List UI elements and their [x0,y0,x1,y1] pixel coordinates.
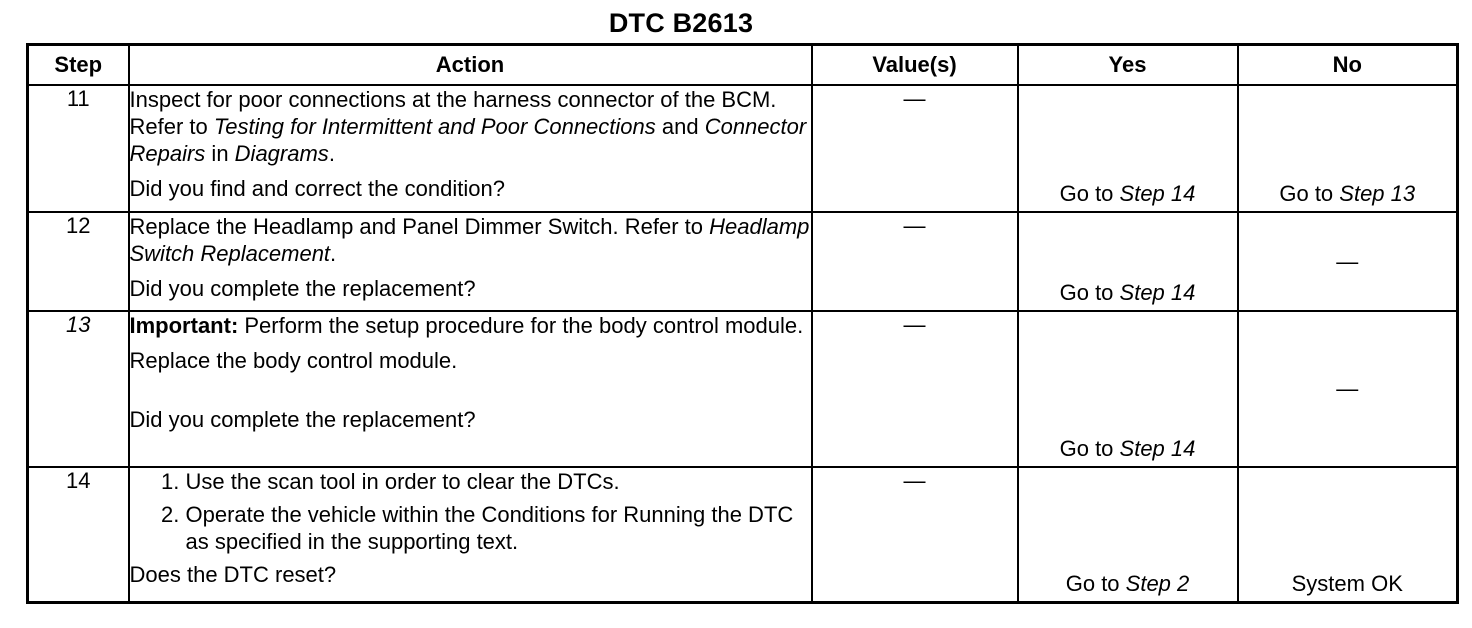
reference-link: Testing for Intermittent and Poor Connections [213,114,656,139]
column-header-no: No [1238,45,1458,86]
yes-cell: Go to Step 14 [1018,311,1238,467]
table-row [28,311,1458,467]
action-instruction: Inspect for poor connections at the harness connector of the BCM. Refer to Testing for Intermittent and Poor Connections and Connector Repairs in Diagrams. [129,87,807,166]
column-header-action: Action [129,45,812,86]
table-row [28,212,1458,311]
table-row [28,467,1458,603]
action-cell [129,212,812,311]
reference-link: Diagrams [234,141,329,166]
no-cell: Go to Step 13 [1238,85,1458,212]
step-number: 11 [28,85,129,212]
value-cell: — [812,212,1018,311]
yes-cell: Go to Step 14 [1018,212,1238,311]
step-reference: Step 14 [1119,280,1196,305]
yes-cell: Go to Step 14 [1018,85,1238,212]
list-item: 1. Use the scan tool in order to clear the DTCs. [186,468,811,495]
step-reference: Step 14 [1119,181,1196,206]
no-cell: — [1238,212,1458,311]
important-label: Important: [129,313,239,338]
step-number: 13 [28,311,129,467]
reference-link: Connector Repairs [129,114,807,166]
action-cell [129,311,812,467]
action-cell [129,85,812,212]
no-cell: System OK [1238,467,1458,603]
column-header-step: Step [28,45,129,86]
page-title: DTC B2613 [608,8,754,38]
column-header-values: Value(s) [812,45,1018,86]
action-instruction: Replace the Headlamp and Panel Dimmer Switch. Refer to Headlamp Switch Replacement. [129,214,810,266]
action-question: Did you find and correct the condition? [129,176,505,201]
action-question: Did you complete the replacement? [129,407,476,432]
value-cell: — [812,311,1018,467]
step-reference: Step 14 [1119,436,1196,461]
diagnostic-table [26,43,1459,604]
step-reference: Step 13 [1339,181,1416,206]
step-number: 14 [28,467,129,603]
table-row [28,85,1458,212]
action-question: Does the DTC reset? [129,562,337,587]
important-note: Important: Perform the setup procedure for the body control module. [129,313,804,338]
column-header-yes: Yes [1018,45,1238,86]
yes-cell: Go to Step 2 [1018,467,1238,603]
list-item: 2. Operate the vehicle within the Conditions for Running the DTC as specified in the supporting text. [186,501,811,555]
step-number: 12 [28,212,129,311]
table-header-row [28,45,1458,86]
numbered-list [130,468,811,555]
action-cell [129,467,812,603]
step-reference: Step 2 [1125,571,1190,596]
reference-link: Headlamp Switch Replacement [129,214,810,266]
action-instruction: Replace the body control module. [129,348,458,373]
value-cell: — [812,85,1018,212]
no-cell: — [1238,311,1458,467]
value-cell: — [812,467,1018,603]
action-question: Did you complete the replacement? [129,276,476,301]
